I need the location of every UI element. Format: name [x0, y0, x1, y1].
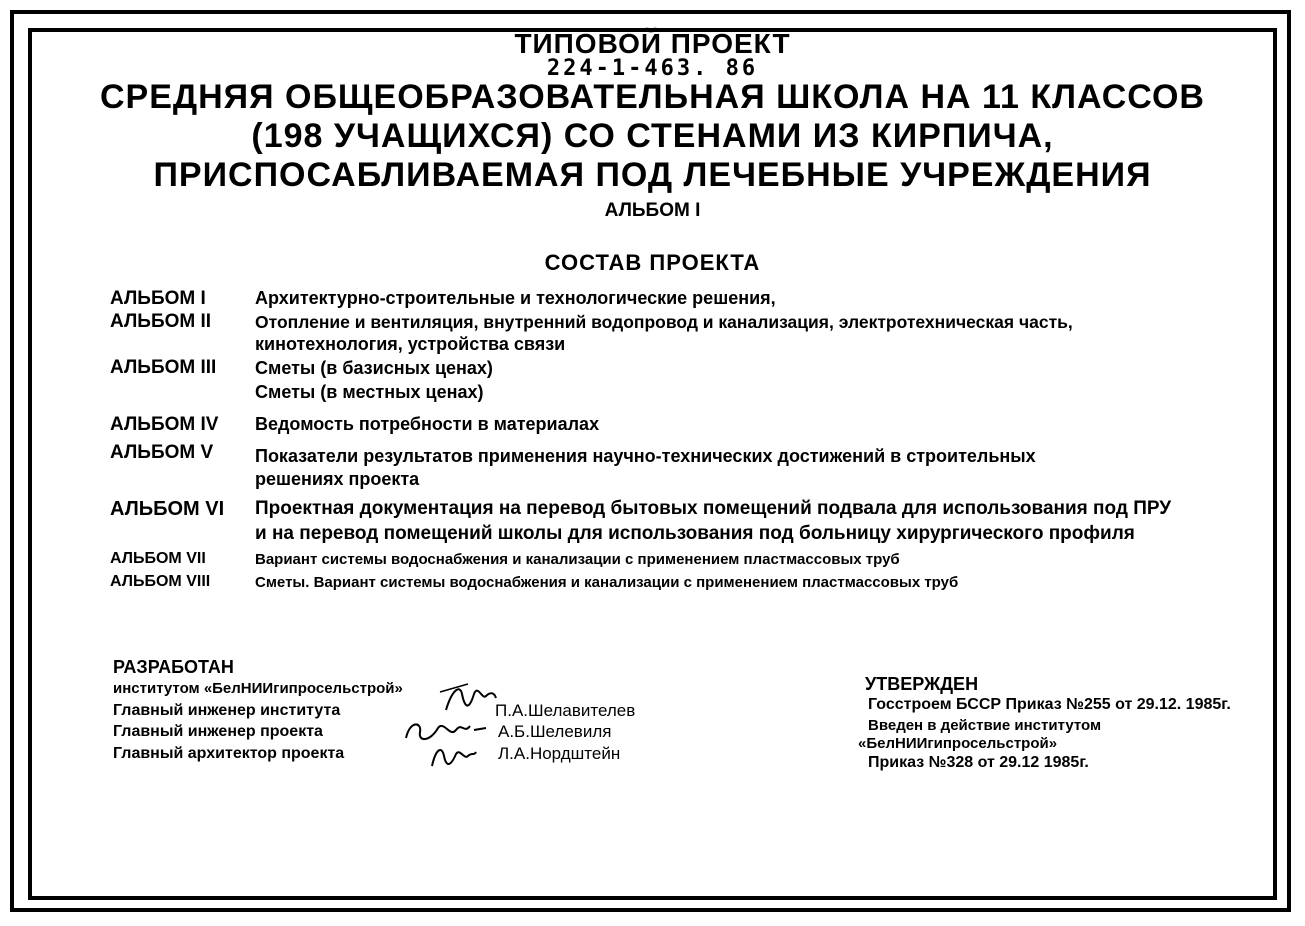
album-label: АЛЬБОМ VI [110, 498, 225, 520]
album-desc: Сметы (в местных ценах) [255, 382, 484, 402]
project-title-line1: СРЕДНЯЯ ОБЩЕОБРАЗОВАТЕЛЬНАЯ ШКОЛА НА 11 КЛАССОВ [100, 78, 1205, 116]
album-desc: Сметы (в базисных ценах) [255, 358, 493, 378]
album-desc: Показатели результатов применения научно-технических достижений в строительных [255, 446, 1036, 466]
album-label: АЛЬБОМ V [110, 442, 214, 463]
album-label: АЛЬБОМ I [110, 288, 206, 309]
role-name: Л.А.Нордштейн [498, 744, 621, 763]
project-title-line2: (198 УЧАЩИХСЯ) СО СТЕНАМИ ИЗ КИРПИЧА, [251, 117, 1054, 155]
album-desc: Вариант системы водоснабжения и канализации с применением пластмассовых труб [255, 551, 900, 568]
album-label: АЛЬБОМ VIII [110, 573, 211, 590]
role-name: П.А.Шелавителев [495, 701, 636, 720]
album-label: АЛЬБОМ II [110, 311, 212, 332]
approved-institute: «БелНИИгипросельстрой» [858, 735, 1058, 752]
developed-institute: институтом «БелНИИгипросельстрой» [113, 680, 403, 697]
album-desc: Проектная документация на перевод бытовых помещений подвала для использования под ПРУ [255, 498, 1172, 519]
approved-order-institute: Приказ №328 от 29.12 1985г. [868, 754, 1089, 771]
signature-chief-architect [428, 742, 478, 770]
album-number: АЛЬБОМ I [604, 200, 701, 221]
project-number: 224-1-463. 86 [546, 56, 759, 81]
composition-heading: СОСТАВ ПРОЕКТА [544, 250, 761, 275]
album-desc: Ведомость потребности в материалах [255, 414, 600, 434]
developed-heading: РАЗРАБОТАН [113, 657, 234, 677]
album-desc: решениях проекта [255, 469, 420, 489]
album-desc: Архитектурно-строительные и технологические решения, [255, 288, 776, 308]
project-title-line3: ПРИСПОСАБЛИВАЕМАЯ ПОД ЛЕЧЕБНЫЕ УЧРЕЖДЕНИЯ [153, 156, 1152, 194]
album-desc: Отопление и вентиляция, внутренний водопровод и канализация, электротехническая часть, [255, 312, 1073, 332]
album-desc: кинотехнология, устройства связи [255, 334, 566, 354]
album-label: АЛЬБОМ III [110, 357, 217, 378]
album-label: АЛЬБОМ VII [110, 550, 206, 567]
role-title: Главный инженер проекта [113, 723, 323, 740]
role-title: Главный инженер института [113, 702, 341, 719]
approved-enacted: Введен в действие институтом [868, 717, 1102, 734]
album-desc: Сметы. Вариант системы водоснабжения и канализации с применением пластмассовых труб [255, 574, 959, 591]
approved-order-gosstroy: Госстроем БССР Приказ №255 от 29.12. 1985г. [868, 696, 1231, 713]
series-title: ТИПОВОЙ ПРОЕКТ [514, 28, 791, 59]
signature-chief-engineer-institute [438, 680, 498, 720]
album-label: АЛЬБОМ IV [110, 414, 219, 435]
role-name: А.Б.Шелевиля [498, 722, 612, 741]
role-title: Главный архитектор проекта [113, 745, 345, 762]
album-desc: и на перевод помещений школы для использования под больницу хирургического профиля [255, 523, 1135, 544]
approved-heading: УТВЕРЖДЕН [865, 674, 979, 694]
